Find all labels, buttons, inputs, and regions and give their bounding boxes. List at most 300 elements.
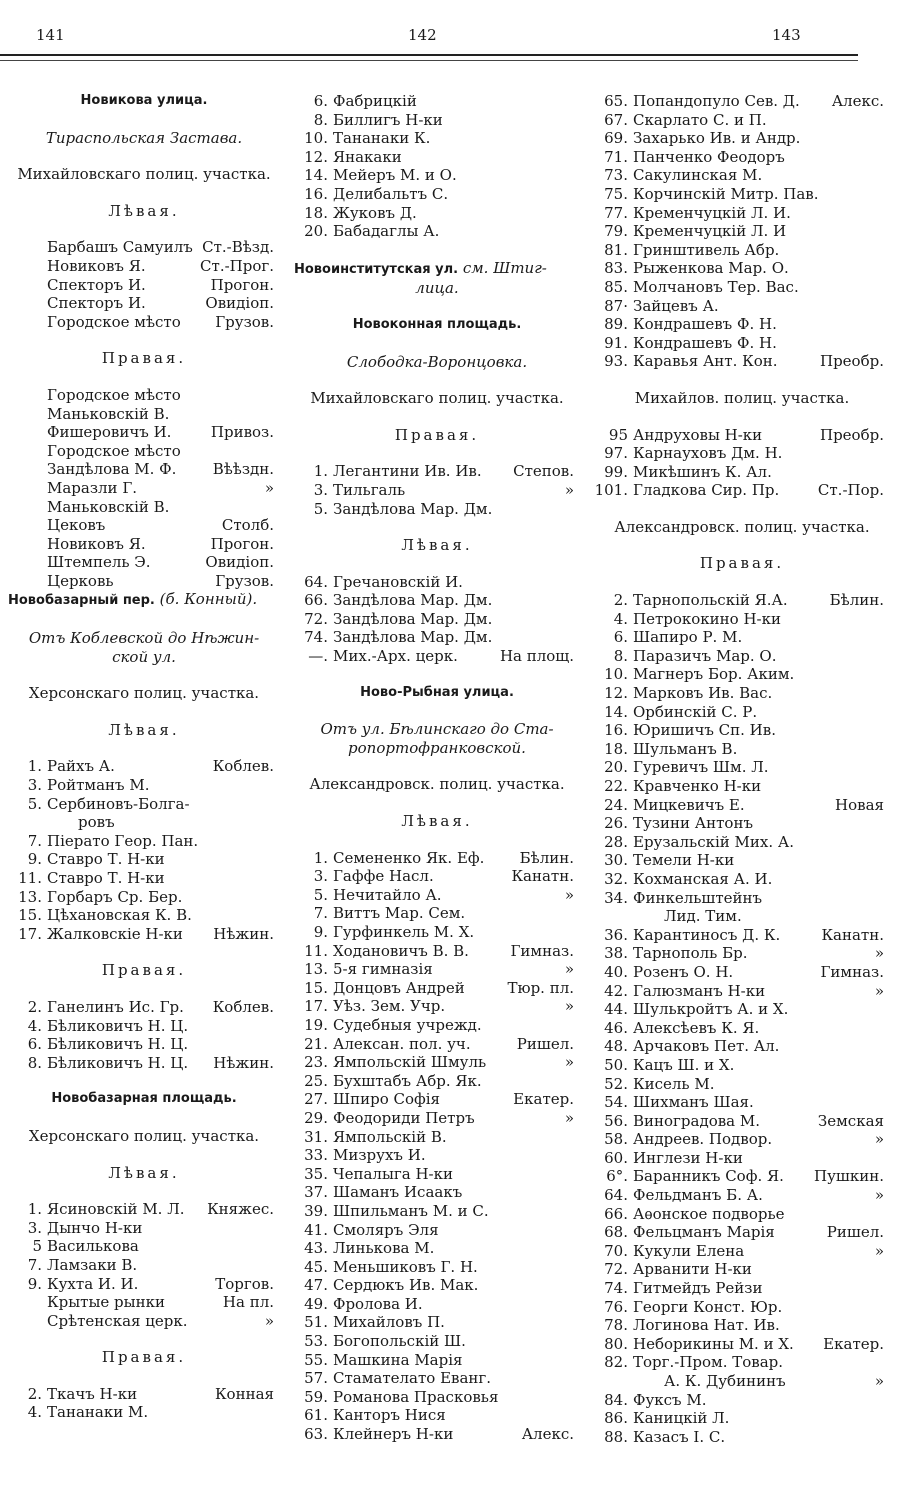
owner-name: Тананаки К. [333, 129, 431, 148]
address-entry [594, 665, 890, 684]
address-entry [8, 238, 280, 257]
cross-street [462, 1183, 580, 1202]
address-entry [594, 352, 890, 371]
street-note: (б. Конный). [159, 590, 258, 609]
cross-street [482, 1072, 580, 1091]
address-entry [594, 758, 890, 777]
house-number: 10. [604, 665, 628, 684]
owner-name: Фабрицкій [333, 92, 417, 110]
address-entry [594, 334, 890, 353]
owner-name: Темели Н-ки [633, 851, 735, 870]
cross-street [742, 628, 890, 647]
owner-name: Ройтманъ М. [47, 776, 150, 795]
house-number [8, 423, 47, 442]
cross-street [743, 1149, 890, 1168]
address-entry [594, 297, 890, 316]
owner-name: Захарько Ив. и Андр. [633, 129, 801, 148]
house-number: 14. [604, 702, 628, 721]
address-entry [294, 1090, 580, 1109]
cross-street: Тюр. пл. [507, 978, 574, 997]
address-entry [294, 1351, 580, 1370]
owner-name: Маньковскій В. [47, 404, 170, 423]
cross-street [165, 850, 280, 869]
house-number: 5. [27, 794, 42, 813]
district-line: лица. [415, 279, 459, 298]
header-rule-thin [0, 60, 858, 61]
owner-name: Кухта И. И. [47, 1274, 139, 1293]
spacer [294, 555, 580, 573]
house-number: 87· [604, 296, 628, 315]
owner-name: Гитмейдъ Рейзи [633, 1279, 763, 1298]
owner-name: Сербиновъ-Болга- [47, 794, 190, 813]
house-number: 77. [604, 203, 628, 222]
address-entry [8, 1054, 280, 1073]
spacer [8, 943, 280, 961]
address-entry [294, 960, 580, 979]
address-entry [594, 591, 890, 610]
owner-name: Каравья Ант. Кон. [633, 352, 778, 371]
page-number-center: 142 [408, 26, 437, 44]
house-number: 46. [604, 1018, 628, 1037]
address-entry [8, 757, 280, 776]
cross-street: Алекс. [521, 1425, 574, 1444]
address-entry [8, 1035, 280, 1054]
address-entry [594, 833, 890, 852]
cross-street [149, 776, 280, 795]
house-number: 80. [604, 1334, 628, 1353]
address-entry [594, 1223, 890, 1242]
house-number: 34. [604, 888, 628, 907]
cross-street [799, 278, 890, 297]
address-entry [294, 1109, 580, 1128]
house-number: 18. [604, 739, 628, 758]
house-number [8, 294, 47, 313]
owner-name: Піерато Геор. Пан. [47, 831, 199, 850]
spacer [294, 702, 580, 720]
house-number: 20. [304, 222, 328, 241]
cross-street: Овидіоп. [205, 553, 274, 572]
cross-street: Княжес. [207, 1200, 274, 1219]
house-number: 2. [613, 591, 628, 610]
spacer [294, 666, 580, 684]
house-number: 18. [304, 203, 328, 222]
house-number [8, 1293, 47, 1312]
address-entry [294, 129, 580, 148]
owner-name: Бабадаглы А. [333, 222, 440, 241]
address-entry [294, 1202, 580, 1221]
address-entry [594, 926, 890, 945]
address-entry [594, 259, 890, 278]
address-entry [294, 1165, 580, 1184]
address-entry [8, 460, 280, 479]
owner-name: Корчинскій Митр. Пав. [633, 184, 819, 203]
owner-name: Тузини Антонъ [633, 814, 753, 833]
owner-name: Бѣликовичъ Н. Ц. [47, 1053, 189, 1072]
owner-name: Микѣшинъ К. Ал. [633, 462, 772, 481]
cross-street [430, 129, 580, 148]
house-number: 8. [313, 110, 328, 129]
house-number: 99. [604, 462, 628, 481]
owner-name: Барбашъ Самуилъ [47, 238, 193, 257]
cross-street [439, 1221, 580, 1240]
house-number: 3. [27, 1218, 42, 1237]
house-number: 2. [27, 997, 42, 1016]
entry-continuation: ровъ [78, 813, 115, 832]
address-entry [594, 463, 890, 482]
owner-name: Ямпольскій В. [333, 1127, 447, 1146]
district-line: Тираспольская Застава. [45, 128, 243, 147]
street-name: Новобазарный пер. [8, 593, 155, 609]
address-entry [594, 1000, 890, 1019]
address-entry [594, 963, 890, 982]
owner-name: Андруховы Н-ки [633, 425, 763, 444]
address-entry [8, 294, 280, 313]
house-number: 70. [604, 1241, 628, 1260]
address-entry [594, 241, 890, 260]
address-entry [294, 1221, 580, 1240]
house-number: 44. [604, 1000, 628, 1019]
address-entry [594, 129, 890, 148]
address-entry [594, 647, 890, 666]
cross-street [780, 1316, 890, 1335]
owner-name: Зандѣлова Мар. Дм. [333, 609, 493, 628]
cross-street [753, 814, 890, 833]
owner-name: Неборикины М. и Х. [633, 1334, 794, 1353]
cross-street [786, 222, 890, 241]
address-entry [594, 1037, 890, 1056]
spacer [8, 1146, 280, 1164]
cross-street: Алекс. [831, 92, 884, 110]
house-number: 25. [304, 1071, 328, 1090]
owner-name: Романова Прасковья [333, 1387, 499, 1406]
owner-name: Ламзаки В. [47, 1255, 138, 1274]
owner-name: Городское мѣсто [47, 385, 181, 404]
address-entry [294, 1276, 580, 1295]
owner-name: Баранникъ Соф. Я. [633, 1167, 784, 1186]
address-entry [8, 832, 280, 851]
cross-street: » [874, 1186, 884, 1205]
address-entry [8, 869, 280, 888]
address-entry [294, 92, 580, 111]
owner-name: Жуковъ Д. [333, 203, 417, 222]
owner-name: Марковъ Ив. Вас. [633, 684, 773, 703]
address-entry [594, 610, 890, 629]
address-entry [8, 386, 280, 405]
cross-street [752, 1260, 890, 1279]
house-number [8, 535, 47, 554]
address-entry [594, 703, 890, 722]
owner-name: Финкельштейнъ [633, 888, 763, 907]
owner-name: Спекторъ И. [47, 294, 146, 313]
house-number: 15. [304, 978, 328, 997]
cross-street: На площ. [499, 647, 574, 666]
cross-street: » [264, 478, 274, 497]
cross-street [762, 166, 890, 185]
cross-street: Ст.-Вѣзд. [202, 238, 274, 257]
spacer [294, 831, 580, 849]
address-entry [8, 442, 280, 461]
address-entry [294, 222, 580, 241]
address-entry [294, 1035, 580, 1054]
house-number [8, 257, 47, 276]
owner-name: Панченко Феодоръ [633, 147, 785, 166]
owner-name: Виноградова М. [633, 1111, 761, 1130]
house-number: 60. [604, 1148, 628, 1167]
spacer [8, 184, 280, 202]
cross-street [757, 703, 890, 722]
address-entry [294, 979, 580, 998]
owner-name: Церковь [47, 571, 114, 590]
house-number: 66. [604, 1204, 628, 1223]
spacer [8, 1109, 280, 1127]
owner-name: Бѣликовичъ Н. Ц. [47, 1016, 189, 1035]
address-entry [594, 1260, 890, 1279]
address-entry [594, 870, 890, 889]
house-number: 8. [613, 646, 628, 665]
owner-name: Жалковскіе Н-ки [47, 924, 183, 943]
address-entry [294, 1388, 580, 1407]
spacer [8, 111, 280, 129]
house-number: 9. [313, 923, 328, 941]
cross-street [794, 833, 890, 852]
cross-street [188, 1017, 280, 1036]
house-number: 39. [304, 1201, 328, 1220]
address-entry [294, 1295, 580, 1314]
house-number: 4. [613, 609, 628, 628]
owner-name: Райхъ А. [47, 757, 115, 776]
owner-name: Михайловъ П. [333, 1313, 445, 1332]
address-entry [594, 481, 890, 500]
address-entry [594, 1298, 890, 1317]
owner-name: Цѣхановская К. В. [47, 906, 192, 925]
address-entry [294, 849, 580, 868]
address-entry [594, 814, 890, 833]
address-entry [594, 148, 890, 167]
house-number: 3. [313, 480, 328, 499]
address-entry [594, 204, 890, 223]
house-number [8, 276, 47, 295]
owner-name: Шулькройтъ А. и Х. [633, 1000, 789, 1019]
owner-name: Кохманская А. И. [633, 869, 773, 888]
cross-street [791, 204, 890, 223]
house-number [8, 313, 47, 332]
house-number: 91. [604, 333, 628, 352]
owner-name: Семененко Як. Еф. [333, 848, 485, 867]
house-number: 5. [313, 885, 328, 904]
house-number: 27. [304, 1090, 328, 1109]
cross-street [402, 148, 580, 167]
cross-street [443, 111, 580, 130]
cross-street [417, 204, 580, 223]
cross-street [453, 1165, 580, 1184]
address-entry [294, 923, 580, 942]
cross-street: Ришел. [826, 1223, 884, 1242]
cross-street: Гимназ. [510, 941, 574, 960]
house-number: 93. [604, 352, 628, 371]
owner-name: Судебныя учрежд. [333, 1015, 482, 1034]
address-entry [594, 740, 890, 759]
cross-street [492, 610, 580, 629]
cross-street: Торгов. [215, 1274, 274, 1293]
spacer [294, 518, 580, 536]
house-number: 66. [304, 591, 328, 610]
address-entry [8, 1385, 280, 1404]
owner-name: Зандѣлова Мар. Дм. [333, 591, 493, 610]
address-entry [594, 278, 890, 297]
cross-street [492, 500, 580, 519]
owner-name: Карнауховъ Дм. Н. [633, 444, 783, 463]
street-side-label: Лѣвая. [108, 1163, 180, 1182]
owner-name: Шапиро Р. М. [633, 628, 743, 647]
house-number: 6. [613, 628, 628, 647]
house-number: 7. [27, 831, 42, 850]
cross-street [737, 740, 890, 759]
cross-street [734, 1056, 890, 1075]
owner-name: Кондрашевъ Ф. Н. [633, 333, 777, 352]
cross-street [785, 148, 890, 167]
police-precinct: Михайлов. полиц. участка. [634, 388, 850, 407]
cross-street: » [564, 480, 574, 499]
owner-name: Мицкевичъ Е. [633, 795, 745, 814]
owner-name: Зайцевъ А. [633, 296, 719, 315]
house-number [8, 553, 47, 572]
house-number: 5 [32, 1237, 42, 1256]
cross-street [192, 906, 280, 925]
owner-name: Ерузальскій Мих. А. [633, 832, 795, 851]
owner-name: Феодориди Петръ [333, 1108, 475, 1127]
house-number [8, 516, 47, 535]
owner-name: Мизрухъ И. [333, 1146, 426, 1165]
spacer [294, 298, 580, 316]
police-precinct: Александровск. полиц. участка. [614, 517, 870, 536]
house-number: 19. [304, 1015, 328, 1034]
house-number: 47. [304, 1276, 328, 1295]
cross-street: Грузов. [215, 571, 274, 590]
cross-street [776, 647, 890, 666]
cross-street [789, 259, 890, 278]
owner-name: А. К. Дубининъ [664, 1372, 786, 1390]
spacer [594, 500, 890, 518]
owner-name: Новиковъ Я. [47, 256, 146, 275]
street-side-label: Правая. [394, 425, 480, 444]
house-number: 12. [604, 684, 628, 703]
house-number: 53. [304, 1332, 328, 1351]
cross-street: Овидіоп. [205, 294, 274, 313]
cross-street [181, 386, 280, 405]
house-number: 40. [604, 962, 628, 981]
cross-street: » [564, 1108, 574, 1127]
cross-street [776, 721, 890, 740]
cross-street [439, 222, 580, 241]
owner-name: Штемпель Э. [47, 553, 151, 572]
house-number: 3. [313, 867, 328, 886]
cross-street: Степов. [513, 462, 574, 481]
house-number: 10. [304, 129, 328, 148]
house-number: 1. [27, 757, 42, 776]
address-entry [594, 889, 890, 908]
owner-name: Алексан. пол. уч. [333, 1034, 471, 1053]
address-entry [294, 997, 580, 1016]
address-entry [294, 1332, 580, 1351]
address-entry [594, 166, 890, 185]
owner-name: Зандѣлова Мар. Дм. [333, 499, 493, 518]
house-number: 72. [604, 1260, 628, 1279]
address-entry [8, 906, 280, 925]
owner-name: Молчановъ Тер. Вас. [633, 277, 799, 296]
cross-street: » [264, 1311, 274, 1330]
street-heading [8, 590, 280, 611]
house-number: 41. [304, 1220, 328, 1239]
owner-name: Клейнеръ Н-ки [333, 1425, 454, 1444]
owner-name: Георги Конст. Юр. [633, 1297, 783, 1316]
cross-street [772, 463, 890, 482]
owner-name: Гречановскій И. [333, 572, 463, 591]
spacer [594, 371, 890, 389]
street-side-label: Лѣвая. [108, 201, 180, 220]
cross-street [423, 1295, 580, 1314]
cross-street: » [564, 1053, 574, 1072]
owner-name: Шпиро Софія [333, 1090, 441, 1109]
spacer [8, 220, 280, 238]
house-number: 76. [604, 1297, 628, 1316]
cross-street: Екатер. [823, 1334, 884, 1353]
house-number: 50. [604, 1055, 628, 1074]
address-entry [294, 1072, 580, 1091]
owner-name: Горбаръ Ср. Бер. [47, 887, 183, 906]
house-number [8, 1312, 47, 1331]
house-number: 64. [304, 572, 328, 591]
house-number: 8. [27, 1053, 42, 1072]
cross-street [182, 888, 280, 907]
cross-street: Ст.-Прог. [200, 256, 274, 275]
house-number: 12. [304, 147, 328, 166]
column-middle [294, 92, 580, 1444]
address-entry [8, 1017, 280, 1036]
cross-street [491, 1369, 580, 1388]
address-entry [8, 535, 280, 554]
owner-name: Кацъ Ш. и Х. [633, 1055, 735, 1074]
cross-street [139, 1237, 280, 1256]
spacer [8, 368, 280, 386]
address-entry [8, 572, 280, 591]
house-number: 21. [304, 1034, 328, 1053]
owner-name: Логинова Нат. Ив. [633, 1316, 780, 1335]
cross-street [190, 795, 280, 814]
owner-name: Шпильманъ М. и С. [333, 1201, 489, 1220]
house-number: 13. [18, 887, 42, 906]
address-entry [594, 444, 890, 463]
cross-street: Конная [214, 1384, 274, 1403]
owner-name: Тарнопольскій Я.А. [633, 591, 788, 610]
house-number: 11. [304, 941, 328, 960]
house-number: 71. [604, 147, 628, 166]
cross-street [447, 1128, 580, 1147]
owner-name: Ганелинъ Ис. Гр. [47, 997, 184, 1016]
owner-name: Инглези Н-ки [633, 1148, 743, 1167]
owner-name: Городское мѣсто [47, 441, 181, 460]
house-number: —. [308, 647, 328, 666]
spacer [294, 757, 580, 775]
cross-street [489, 1202, 580, 1221]
house-number: 58. [604, 1130, 628, 1149]
house-number: 95 [608, 425, 628, 444]
house-number: 78. [604, 1316, 628, 1335]
address-entry [294, 185, 580, 204]
address-entry [294, 481, 580, 500]
page-number-left: 141 [36, 26, 65, 44]
address-entry [594, 1167, 890, 1186]
district-line: ской ул. [112, 647, 176, 666]
